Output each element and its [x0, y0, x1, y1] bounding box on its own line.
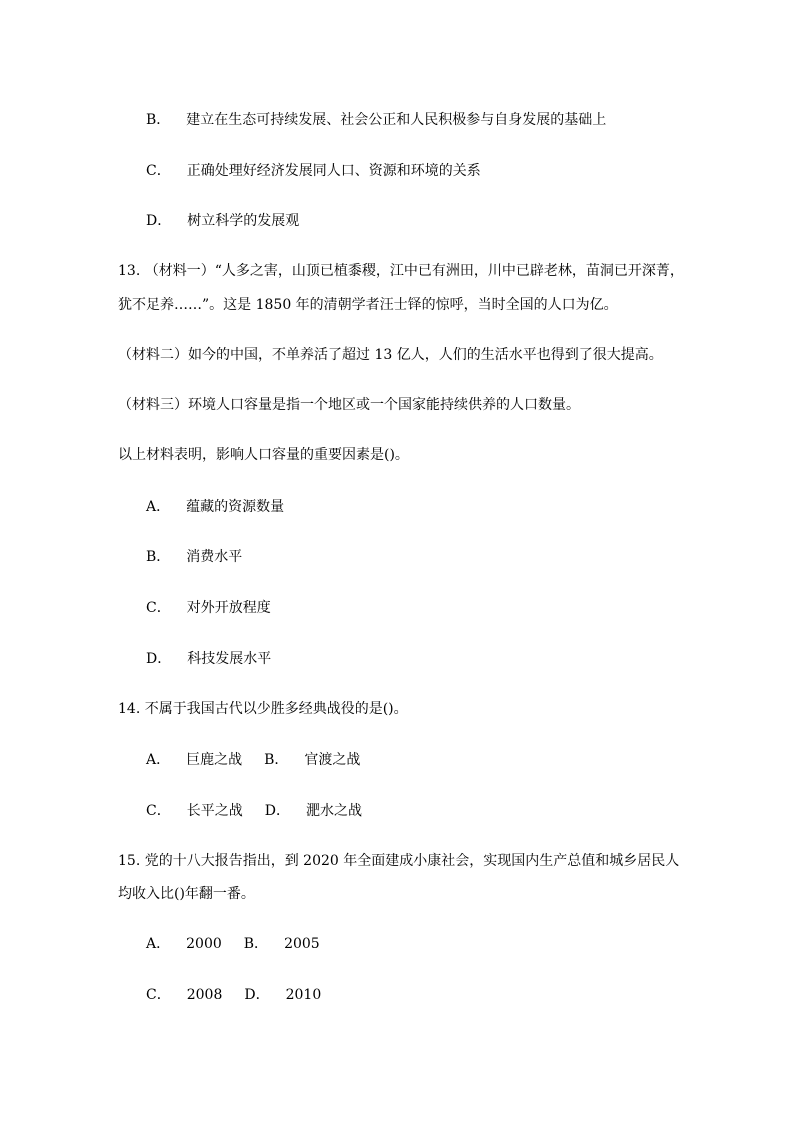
option-label: A． — [146, 936, 171, 952]
q14-stem: 14. 不属于我国古代以少胜多经典战役的是()。 — [118, 701, 408, 717]
option-text: 2010 — [285, 987, 322, 1003]
option-text: 建立在生态可持续发展、社会公正和人民积极参与自身发展的基础上 — [186, 112, 607, 128]
option-text: 科技发展水平 — [187, 651, 272, 667]
q15-options-row-2 — [146, 986, 321, 1004]
option-text: 巨鹿之战 — [186, 752, 243, 768]
q13-stem-line1: 13. （材料一）“人多之害，山顶已植黍稷，江中已有洲田，川中已辟老林，苗洞已开深菁， — [118, 263, 684, 279]
option-label: B． — [264, 752, 289, 768]
q14-options-row-2 — [146, 802, 362, 820]
q13-material-2: （材料二）如今的中国，不单养活了超过 13 亿人，人们的生活水平也得到了很大提高。 — [118, 347, 663, 363]
option-text: 长平之战 — [186, 803, 243, 819]
option-label: D． — [264, 803, 290, 819]
option-text: 正确处理好经济发展同人口、资源和环境的关系 — [186, 163, 481, 179]
q13-option-c — [146, 599, 271, 617]
q13-option-b — [146, 548, 242, 566]
q15-options-row-1 — [146, 935, 320, 953]
option-label: A． — [146, 752, 171, 768]
option-text: 消费水平 — [186, 549, 243, 565]
q12-option-c — [146, 162, 481, 180]
option-label: D． — [146, 213, 172, 229]
q13-material-3: （材料三）环境人口容量是指一个地区或一个国家能持续供养的人口数量。 — [118, 397, 580, 413]
option-label: A． — [146, 499, 171, 515]
q14-options-row-1 — [146, 751, 360, 769]
q13-option-a — [146, 498, 284, 516]
option-text: 淝水之战 — [305, 803, 362, 819]
option-text: 树立科学的发展观 — [187, 213, 300, 229]
option-text: 蕴藏的资源数量 — [186, 499, 285, 515]
q12-option-d — [146, 212, 299, 230]
option-label: C． — [146, 600, 171, 616]
option-label: C． — [146, 803, 171, 819]
option-label: B． — [146, 112, 171, 128]
q13-stem-line2: 犹不足养……”。这是 1850 年的清朝学者汪士铎的惊呼，当时全国的人口为亿。 — [118, 297, 618, 313]
q13-question: 以上材料表明，影响人口容量的重要因素是()。 — [118, 447, 409, 463]
option-label: B． — [243, 936, 269, 952]
q13-option-d — [146, 650, 271, 668]
option-text: 官渡之战 — [304, 752, 361, 768]
option-label: D． — [146, 651, 172, 667]
option-label: D． — [244, 987, 270, 1003]
q15-stem-line1: 15. 党的十八大报告指出，到 2020 年全面建成小康社会，实现国内生产总值和城乡居民人 — [118, 853, 680, 869]
option-text: 2008 — [186, 987, 223, 1003]
option-label: B． — [146, 549, 171, 565]
option-text: 2005 — [284, 936, 320, 952]
option-label: C． — [146, 987, 171, 1003]
q12-option-b — [146, 111, 606, 129]
option-label: C． — [146, 163, 171, 179]
option-text: 2000 — [186, 936, 222, 952]
q15-stem-line2: 均收入比()年翻一番。 — [118, 886, 255, 902]
option-text: 对外开放程度 — [186, 600, 271, 616]
